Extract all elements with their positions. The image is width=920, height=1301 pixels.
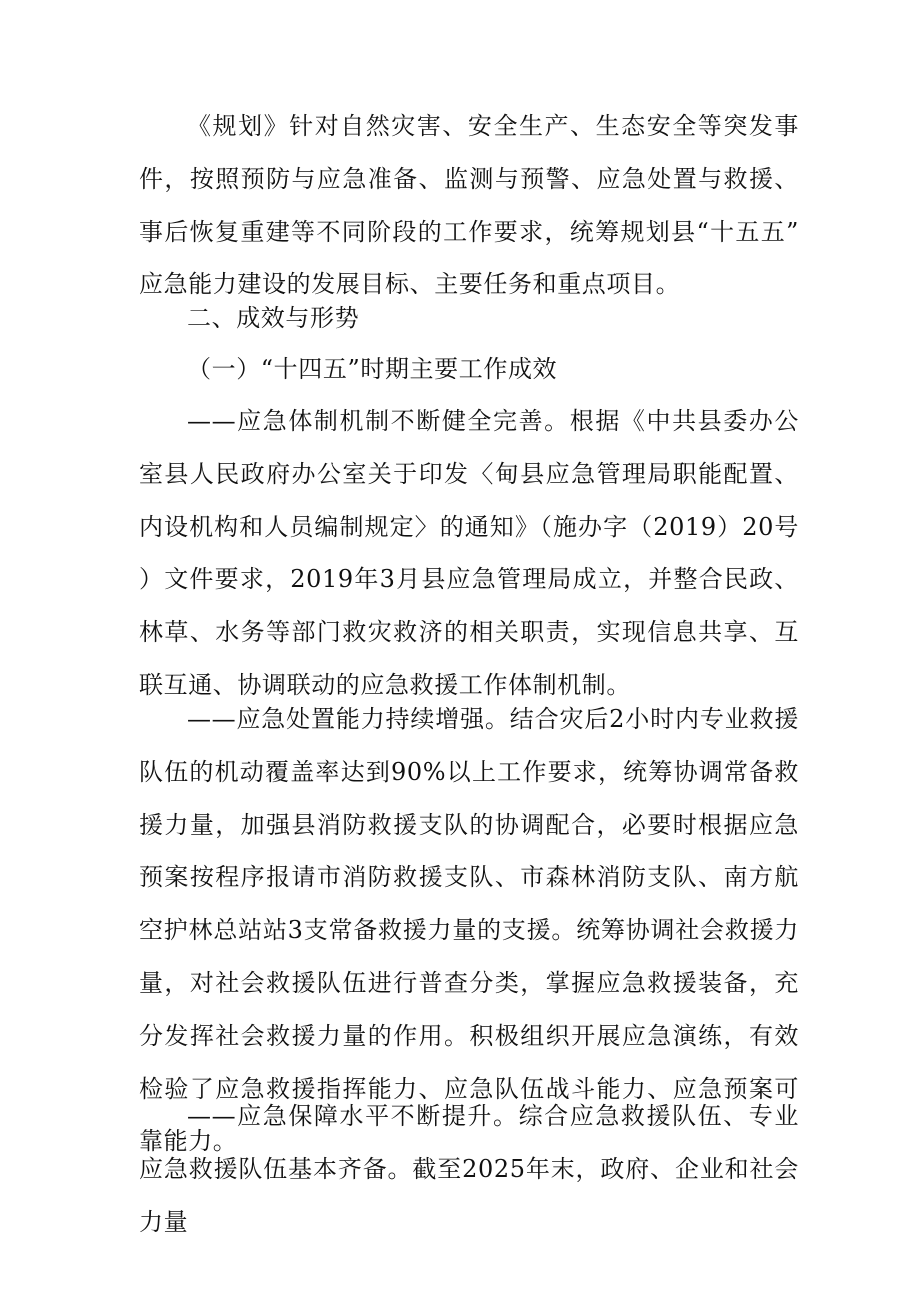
intro-paragraph: 《规划》针对自然灾害、安全生产、生态安全等突发事件，按照预防与应急准备、监测与预警、应急处置与救援、事后恢复重建等不同阶段的工作要求，统筹规划县“十五五”应急能力建设的发展目标、主要任务和重点项目。: [139, 112, 799, 299]
body-paragraph-disposal-capability: ——应急处置能力持续增强。结合灾后2小时内专业救援队伍的机动覆盖率达到90%以上工作要求，统筹协调常备救援力量，加强县消防救援支队的协调配合，必要时根据应急预案按程序报请市消防救援支队、市森林消防支队、南方航空护林总站站3支常备救援力量的支援。统筹协调社会救援力量，对社会救援队伍进行普查分类，掌握应急救援装备，充分发挥社会救援力量的作用。积极组织开展应急演练，有效检验了应急救援指挥能力、应急队伍战斗能力、应急预案可靠能力。: [139, 705, 799, 1156]
body-paragraph-support-level: ——应急保障水平不断提升。综合应急救援队伍、专业应急救援队伍基本齐备。截至2025年末，政府、企业和社会力量: [139, 1102, 799, 1236]
section-heading: 二、成效与形势: [187, 304, 360, 332]
subsection-heading: （一）“十四五”时期主要工作成效: [187, 355, 558, 383]
body-paragraph-system-mechanism: ——应急体制机制不断健全完善。根据《中共县委办公室县人民政府办公室关于印发〈甸县应急管理局职能配置、内设机构和人员编制规定〉的通知》（施办字（2019）20号）文件要求，2019年3月县应急管理局成立，并整合民政、林草、水务等部门救灾救济的相关职责，实现信息共享、互联互通、协调联动的应急救援工作体制机制。: [139, 407, 799, 699]
